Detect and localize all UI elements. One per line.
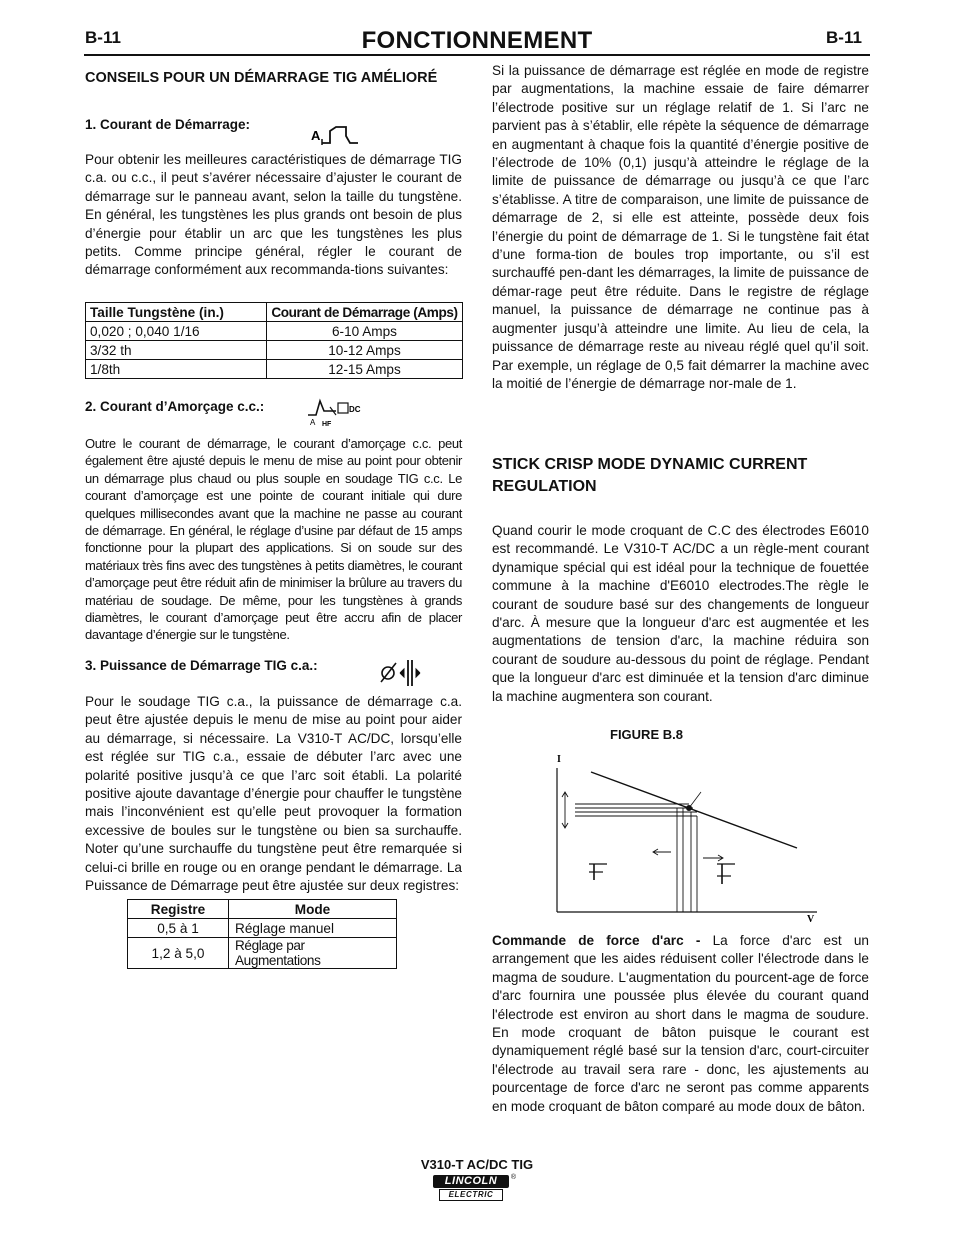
ac-start-power-icon	[378, 657, 428, 687]
tungsten-start-current-table	[85, 302, 463, 379]
dc-strike-current-icon	[306, 397, 364, 427]
page-code-right: B-11	[826, 28, 862, 47]
long-arc-electrode-icon	[717, 864, 735, 884]
lincoln-electric-logo	[433, 1174, 516, 1201]
table-row	[128, 919, 397, 938]
page-code-left: B-11	[85, 28, 121, 47]
col-header-tungsten-size: Taille Tungstène (in.)	[86, 303, 267, 322]
col-header-mode: Mode	[229, 900, 397, 919]
table-row	[128, 938, 397, 969]
col-header-range: Registre	[128, 900, 229, 919]
page-title: FONCTIONNEMENT	[361, 27, 593, 54]
dc-strike-icon-dc: DC	[349, 405, 361, 414]
figure-title: FIGURE B.8	[610, 727, 683, 742]
logo-lincoln-text: LINCOLN	[433, 1175, 509, 1188]
short-arc-electrode-icon	[589, 864, 607, 880]
cell-start-amps: 12-15 Amps	[267, 360, 463, 379]
figure-axis-y-label: I	[557, 754, 561, 765]
table-row	[86, 360, 463, 379]
section-heading-stick-crisp: STICK CRISP MODE DYNAMIC CURRENT REGULATION	[492, 456, 808, 495]
cell-start-amps: 6-10 Amps	[267, 322, 463, 341]
dc-strike-icon-hf: HF	[322, 421, 332, 427]
cell-tungsten-size: 0,020 ; 0,040 1/16	[86, 322, 267, 341]
paragraph-incremental-range: Si la puissance de démarrage est réglée en mode de registre par augmentations, la machine essaie de faire démarrer l’électrode positive sur un réglage relatif de 1. Si l’arc ne parvient pas à s’établir, elle répète la séquence de démarrage en augmentant à chaque fois la quantité d’énergie positive de l’électrode de 10% (0,1) jusqu’à atteindre le réglage de la limite de puissance de démarrage ou jusqu’à ce que l’arc s’établisse. A titre de comparaison, une limite de puissance de démarrage de 2, si elle est atteinte, possède deux fois l’énergie du point de démarrage de 1. Si le tungstène fait état d’une forma-tion de boules trop importante, ou s’il est surchauffé pen-dant les démarrages, la limite de puissance de démar-rage peut être réduite. Dans le registre de réglage manuel, la puissance de démarrage ne continue pas à augmenter jusqu’à atteindre une limite. Au lieu de cela, la puissance de démarrage reste au niveau réglé quel qu’il soit. Par exemple, un réglage de 0,5 fait démarrer la machine avec la moitié de l’énergie de démarrage nor-male de 1.	[492, 63, 869, 391]
cell-mode: Réglage par Augmentations	[229, 938, 397, 969]
paragraph-arc-force	[492, 932, 869, 1116]
table-header-row	[86, 303, 463, 322]
cell-range: 0,5 à 1	[128, 919, 229, 938]
cell-start-amps: 10-12 Amps	[267, 341, 463, 360]
start-current-icon	[310, 124, 360, 148]
footer-model: V310-T AC/DC TIG	[420, 1157, 534, 1172]
paragraph-stick-crisp: Quand courir le mode croquant de C.C des électrodes E6010 est recommandé. Le V310-T AC/DC a un règle-ment courant dynamique spécial qui est idéal pour la technique de fouettée commune à la machine d'E6010 electrodes.The règle le courant de soudure basé sur des changements de longueur d'arc. À mesure que la longueur d'arc est augmentée et les augmentations de tension d'arc, la machine réduira son courant de soudure au-dessous du point de réglage. Pendant que la longueur d'arc est diminuée et la tension d'arc diminue la machine augmentera son courant.	[492, 523, 869, 704]
dc-strike-icon-a: A	[310, 418, 316, 427]
paragraph-ac-start-power: Pour le soudage TIG c.a., la puissance de démarrage c.a. peut être ajustée depuis le menu de mise au point pour aider au démarrage, si nécessaire. La V310-T AC/DC, lorsqu’elle est réglée sur TIG c.a., essaie de débuter l’arc avec une polarité positive jusqu’à ce que l’arc soit établi. La polarité positive ajoute davantage d’énergie pour chauffer le tungstène mais l’inconvénient est qu’elle peut provoquer la formation excessive de boules sur le tungstène ou bien sa surchauffe. Noter qu’une surchauffe du tungstène peut être remarquée si celui-ci brille en rouge ou en orange pendant le démarrage. La Puissance de Démarrage peut être ajustée sur deux registres:	[85, 694, 462, 894]
cell-tungsten-size: 1/8th	[86, 360, 267, 379]
paragraph-start-current: Pour obtenir les meilleures caractéristiques de démarrage TIG c.a. ou c.c., il peut s’avérer nécessaire d’ajuster le courant de démarrage sur le panneau avant, selon la taille du tungstène. En général, les tungstènes les plus grands ont besoin de plus d’énergie pour établir un arc que les tungstènes les plus petits. Comme principe général, régler le courant de démarrage conformément aux recommanda-tions suivantes:	[85, 152, 462, 278]
table-row	[86, 341, 463, 360]
paragraph-dc-strike-current: Outre le courant de démarrage, le courant d’amorçage c.c. peut également être ajusté depuis le menu de mise au point pour obtenir un démarrage plus chaud ou plus souple en soudage TIG c.c. Le courant d’amorçage est une pointe de courant initiale qui dure quelques millisecondes avant que la machine ne passe au courant de démarrage. En général, le réglage d’usine par défaut de 15 amps fonctionne pour la plupart des applications. Si on soude sur des matériaux très fins avec des tungstènes à petits diamètres, le courant d’amorçage peut être réduit afin de minimiser la brûlure au travers du matériau de soudage. De même, pour les tungstènes à grands diamètres, le courant d’amorçage peut être accru afin de placer davantage d’énergie sur le tungstène.	[85, 436, 462, 643]
section-heading-tig-start: CONSEILS POUR UN DÉMARRAGE TIG AMÉLIORÉ	[85, 70, 438, 86]
table-header-row	[128, 900, 397, 919]
figure-b8-current-voltage-diagram	[545, 750, 825, 930]
subheading-start-current: 1. Courant de Démarrage:	[85, 117, 251, 132]
subheading-dc-strike-current: 2. Courant d’Amorçage c.c.:	[85, 399, 265, 414]
table-row	[86, 322, 463, 341]
logo-registered-mark: ®	[510, 1174, 516, 1181]
figure-axis-x-label: V	[807, 914, 815, 925]
start-power-range-table	[127, 899, 397, 969]
col-header-start-current: Courant de Démarrage (Amps)	[267, 303, 463, 322]
arc-force-lead: Commande de force d'arc -	[492, 933, 701, 948]
arc-force-text: La force d'arc est un arrangement que les aides réduisent coller l'électrode dans le magma de soudure. L'augmentation du pourcent-age de force d'arc fournira une poussée plus élevée du courant quand l'électrode est environ au short dans le magma de soudure. En mode croquant de bâton puisque le courant est dynamiquement réglé basé sur la tension d'arc, court-circuiter l'électrode au travail sera rare - donc, les ajustements au pourcentage de force d'arc ne seront pas comme apparents en mode croquant de bâton comparé au mode doux de bâton.	[492, 933, 869, 1114]
start-current-icon-letter: A	[311, 128, 321, 143]
logo-electric-text: ELECTRIC	[439, 1189, 503, 1201]
cell-mode: Réglage manuel	[229, 919, 397, 938]
cell-range: 1,2 à 5,0	[128, 938, 229, 969]
subheading-ac-start-power: 3. Puissance de Démarrage TIG c.a.:	[85, 658, 318, 673]
header-rule	[84, 54, 870, 56]
cell-tungsten-size: 3/32 th	[86, 341, 267, 360]
